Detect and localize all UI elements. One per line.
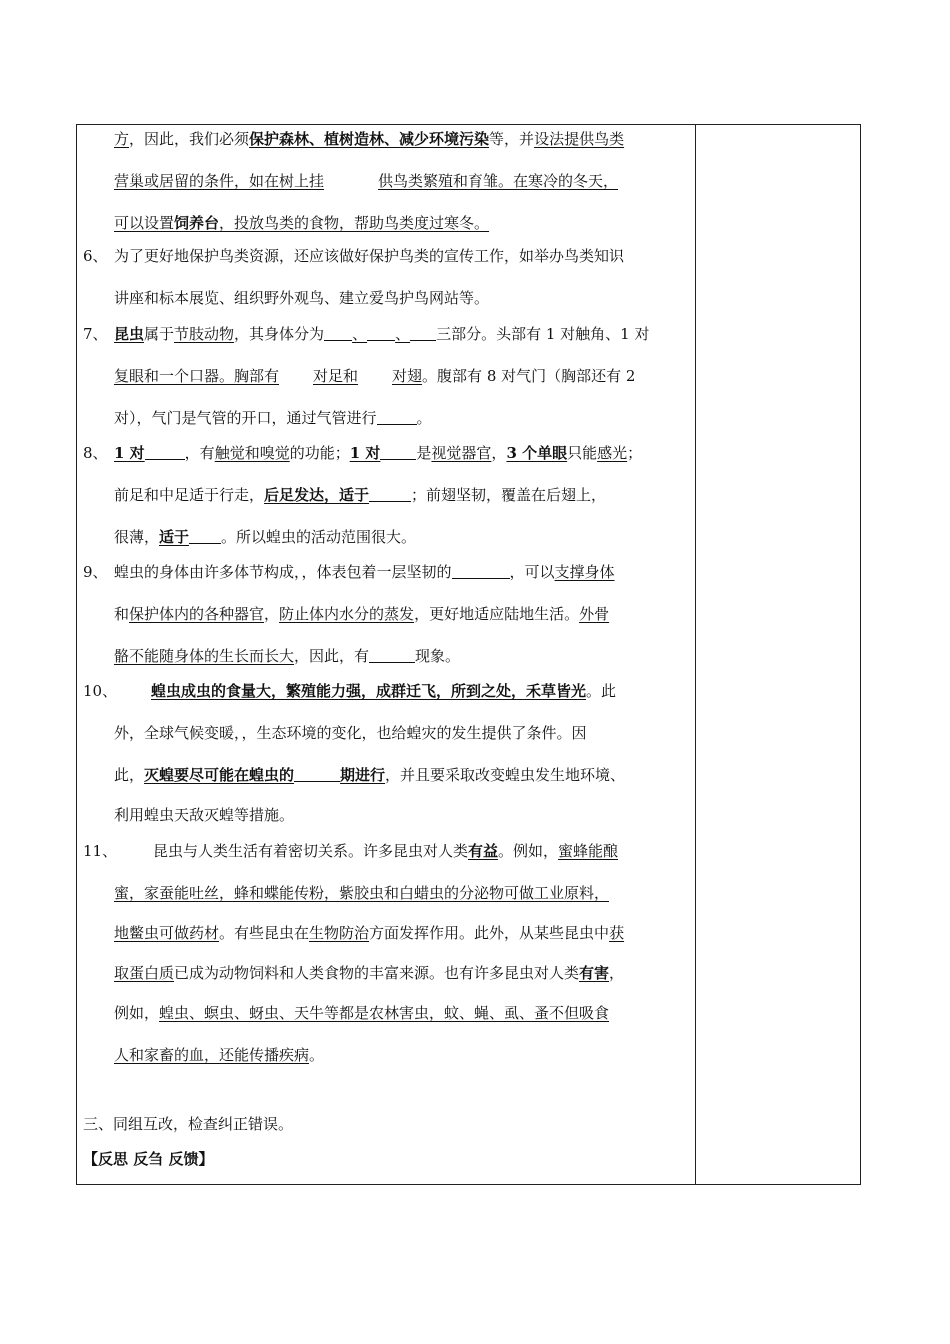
answer-blank — [377, 410, 417, 425]
p10-line-1 — [151, 681, 616, 701]
p7-line-2 — [114, 366, 635, 386]
keyword: 昆虫 — [114, 325, 145, 343]
text-fragment: ，并且要采取改变蝗虫发生地环境、 — [385, 766, 626, 784]
text-fragment: 防止体内水分的蒸发 — [279, 605, 415, 623]
text-fragment: ， — [609, 964, 625, 982]
text-fragment: 复眼和一个口器。胸部有 — [114, 367, 280, 385]
text-fragment: 视觉器官 — [431, 444, 492, 462]
text-fragment: 。 — [309, 1046, 325, 1064]
p9-line-2 — [114, 604, 609, 624]
answer-blank — [367, 326, 395, 341]
p5-line-2 — [114, 171, 618, 191]
keyword: 1 对 — [114, 444, 145, 462]
p7-line-3 — [114, 408, 432, 428]
text-fragment: 感光 — [597, 444, 628, 462]
keyword: 1 对 — [349, 444, 381, 462]
text-fragment: 方面发挥作用。此外，从某些昆虫中 — [369, 924, 610, 942]
item-number: 8、 — [83, 444, 108, 462]
column-divider — [695, 125, 696, 1184]
text-fragment: 此， — [114, 766, 145, 784]
keyword: 保护森林、植树造林、减少环境污染 — [249, 130, 490, 148]
text-fragment: 属于 — [144, 325, 175, 343]
text-fragment: 。此 — [586, 682, 617, 700]
text-fragment: 是 — [416, 444, 432, 462]
keyword: 灭蝗要尽可能在蝗虫的 — [144, 766, 295, 784]
text-fragment: 蜜蜂能酿 — [558, 842, 619, 860]
text-fragment: 、 — [395, 325, 411, 343]
text-fragment: 。有些昆虫在 — [219, 924, 310, 942]
text-fragment: 取蛋白质 — [114, 964, 175, 982]
text-fragment: 可以设置 — [114, 214, 175, 232]
text-fragment: 和 — [114, 605, 130, 623]
text-fragment: 、 — [352, 325, 368, 343]
text-fragment: ； — [627, 444, 643, 462]
answer-blank — [452, 564, 510, 579]
keyword: 蝗虫成虫的食量大，繁殖能力强，成群迁飞，所到之处，禾草皆光 — [151, 682, 587, 700]
keyword: 有益 — [468, 842, 499, 860]
text-fragment: 供鸟类繁殖和育雏。在寒冷的冬天， — [378, 172, 619, 190]
text-fragment: 骼不能随身体的生长而长大 — [114, 647, 295, 665]
text-fragment: 人和家畜的血，还能传播疾病 — [114, 1046, 310, 1064]
p10-line-4: 利用蝗虫天敌灭蝗等措施。 — [114, 806, 295, 824]
text-fragment: 蝗虫、螟虫、蚜虫、天牛等都是农林害虫，蚊、蝇、虱、蚤不但吸食 — [159, 1004, 610, 1022]
text-fragment: ， — [264, 605, 280, 623]
answer-blank — [145, 445, 185, 460]
content-column — [77, 125, 695, 1184]
keyword: 适于 — [159, 528, 190, 546]
keyword: 3 个单眼 — [506, 444, 568, 462]
text-fragment: 三部分。头部有 1 对触角、1 对 — [436, 325, 650, 343]
text-fragment: 营巢或居留的条件，如在树上挂 — [114, 172, 325, 190]
text-fragment: ，可以 — [509, 563, 555, 581]
p11-line-1 — [153, 841, 618, 861]
p11-line-6 — [114, 1045, 324, 1065]
section-heading: 三、同组互改，检查纠正错误。 — [83, 1115, 294, 1133]
text-fragment: 。 — [416, 409, 432, 427]
text-fragment: 。腹部有 8 对气门（胸部还有 2 — [422, 367, 636, 385]
text-fragment: ，因此，有 — [294, 647, 370, 665]
text-fragment: ，其身体分为 — [234, 325, 325, 343]
keyword: 有害 — [579, 964, 610, 982]
p5-line-3 — [114, 213, 489, 233]
text-fragment: 触觉和嗅觉 — [214, 444, 290, 462]
p9-line-1 — [114, 562, 615, 582]
text-fragment: 对翅 — [392, 367, 423, 385]
p8-line-3 — [114, 527, 416, 547]
reflection-heading: 【反思 反刍 反馈】 — [83, 1150, 214, 1168]
text-fragment: ，投放鸟类的食物，帮助鸟类度过寒冬。 — [219, 214, 490, 232]
p11-line-5 — [114, 1003, 609, 1023]
text-fragment: 例如， — [114, 1004, 160, 1022]
text-fragment: 支撑身体 — [554, 563, 615, 581]
text-fragment: 对），气门是气管的开口，通过气管进行 — [114, 409, 377, 427]
text-fragment: 获 — [609, 924, 625, 942]
text-fragment: 设法提供鸟类 — [534, 130, 625, 148]
p10-line-3 — [114, 765, 625, 785]
p9-line-3 — [114, 646, 460, 666]
item-number: 11、 — [83, 842, 118, 860]
text-fragment: 保护体内的各种器官 — [129, 605, 265, 623]
p8-line-1 — [114, 443, 642, 463]
text-fragment: 很薄， — [114, 528, 160, 546]
text-fragment: 的功能； — [289, 444, 350, 462]
text-fragment: 。所以蝗虫的活动范围很大。 — [221, 528, 417, 546]
item-number: 6、 — [83, 247, 108, 265]
item-number: 10、 — [83, 682, 118, 700]
answer-blank — [380, 445, 416, 460]
text-fragment: 方 — [114, 130, 130, 148]
answer-blank — [369, 487, 411, 502]
text-fragment: 外骨 — [579, 605, 610, 623]
p11-line-4 — [114, 963, 624, 983]
keyword: 后足发达，适于 — [264, 486, 370, 504]
text-fragment: 现象。 — [415, 647, 461, 665]
p10-line-2: 外，全球气候变暖，，生态环境的变化，也给蝗灾的发生提供了条件。因 — [114, 724, 587, 742]
text-fragment: ；前翅坚韧，覆盖在后翅上， — [411, 486, 607, 504]
text-fragment: 只能 — [567, 444, 598, 462]
item-number: 7、 — [83, 325, 108, 343]
p8-line-2 — [114, 485, 606, 505]
keyword: 期进行 — [340, 766, 386, 784]
text-fragment: ，因此，我们必须 — [129, 130, 250, 148]
answer-blank — [410, 326, 436, 341]
worksheet-table — [76, 124, 861, 1185]
text-fragment: 昆虫与人类生活有着密切关系。许多昆虫对人类 — [153, 842, 469, 860]
p6-line-1: 为了更好地保护鸟类资源，还应该做好保护鸟类的宣传工作，如举办鸟类知识 — [114, 247, 625, 265]
text-fragment: 。例如， — [498, 842, 559, 860]
text-fragment: 已成为动物饲料和人类食物的丰富来源。也有许多昆虫对人类 — [174, 964, 580, 982]
text-fragment: 节肢动物 — [174, 325, 235, 343]
p6-line-2: 讲座和标本展览、组织野外观鸟、建立爱鸟护鸟网站等。 — [114, 289, 490, 307]
text-fragment: 地鳖虫可做药材 — [114, 924, 220, 942]
text-fragment: 前足和中足适于行走， — [114, 486, 265, 504]
p11-line-3 — [114, 923, 624, 943]
text-fragment: 蝗虫的身体由许多体节构成，，体表包着一层坚韧的 — [114, 563, 452, 581]
p5-line-1 — [114, 129, 624, 149]
p7-line-1 — [114, 324, 650, 344]
item-number: 9、 — [83, 563, 108, 581]
text-fragment: ，更好地适应陆地生活。 — [414, 605, 580, 623]
text-fragment: 生物防治 — [309, 924, 370, 942]
p11-line-2: 蜜，家蚕能吐丝，蜂和蝶能传粉，紫胶虫和白蜡虫的分泌物可做工业原料， — [114, 884, 610, 902]
text-fragment: 对足和 — [313, 367, 359, 385]
answer-blank — [324, 326, 352, 341]
text-fragment: ， — [491, 444, 507, 462]
keyword: 饲养台 — [174, 214, 220, 232]
text-fragment: 等，并 — [489, 130, 535, 148]
text-fragment: ，有 — [184, 444, 215, 462]
answer-blank — [369, 648, 415, 663]
answer-blank — [294, 767, 340, 782]
answer-blank — [189, 529, 221, 544]
